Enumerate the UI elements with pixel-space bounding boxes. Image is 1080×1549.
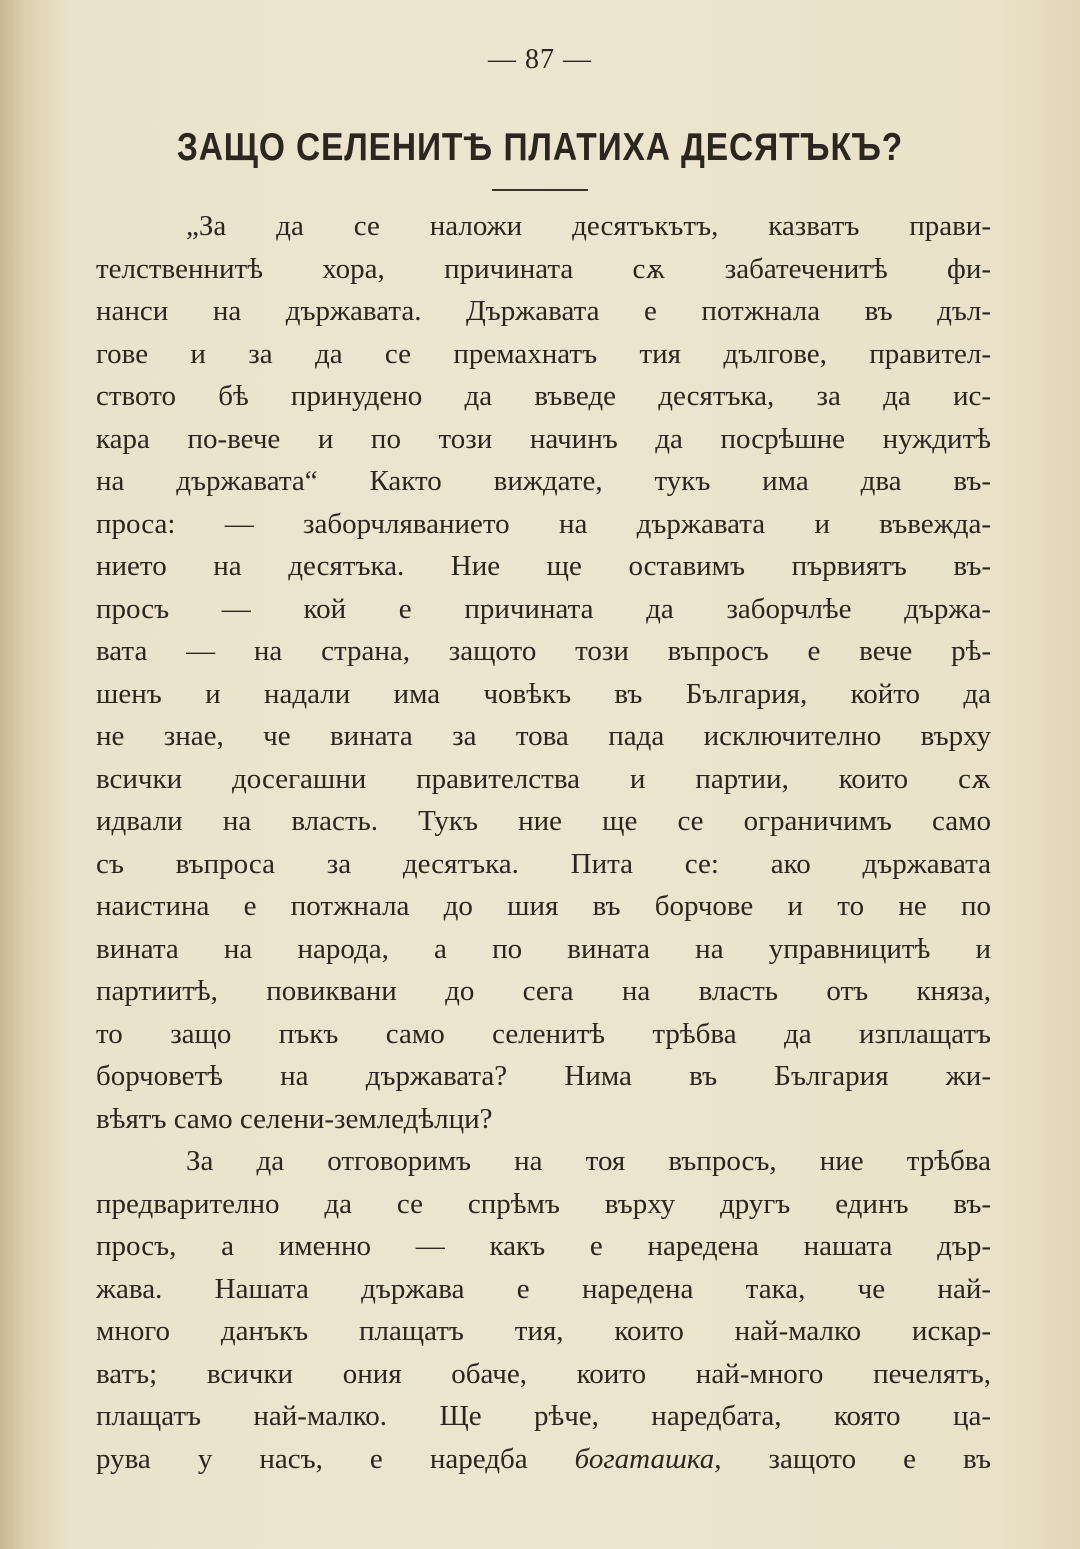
text-line: ството бѣ принудено да въведе десятъка, за да ис- (96, 380, 991, 412)
text-line: гове и за да се премахнатъ тия дългове, правител- (96, 337, 991, 370)
text-line: „За да се наложи десятъкътъ, казватъ прави- (186, 210, 991, 242)
text-line: За да отговоримъ на тоя въпросъ, ние трѣбва (186, 1145, 991, 1177)
text-line: много данъкъ плащатъ тия, които най-малко искар- (96, 1315, 991, 1347)
text-line: просъ — кой е причината да заборчлѣе държа- (96, 592, 991, 625)
body-text (96, 205, 991, 1480)
text-line: вата — на страна, защото този въпросъ е вече рѣ- (96, 635, 991, 667)
chapter-title: ЗАЩО СЕЛЕНИТѢ ПЛАТИХА ДЕСЯТЪКЪ? (176, 126, 904, 169)
text-line: не знае, че вината за това пада исключително върху (96, 720, 991, 752)
text-line: вината на народа, а по вината на управницитѣ и (96, 932, 991, 965)
text-line: просъ, а именно — какъ е наредена нашата дър- (96, 1230, 991, 1262)
text-line: вѣятъ само селени-земледѣлци? (96, 1102, 493, 1135)
text-line-final (96, 1438, 991, 1481)
text-line: идвали на власть. Тукъ ние ще се ограничимъ само (96, 805, 991, 837)
text-line: кара по-вече и по този начинъ да посрѣшне нуждитѣ (96, 422, 991, 455)
text-line: проса: — заборчляванието на държавата и въвежда- (96, 507, 991, 540)
text-segment: защото е въ (768, 1442, 991, 1475)
text-line: предварително да се спрѣмъ върху другъ единъ въ- (96, 1187, 991, 1220)
text-line: всички досегашни правителства и партии, които сѫ (96, 762, 991, 795)
text-line: съ въпроса за десятъка. Пита се: ако държавата (96, 847, 991, 880)
text-line: шенъ и надали има човѣкъ въ България, който да (96, 677, 991, 710)
text-line: то защо пъкъ само селенитѣ трѣбва да изплащатъ (96, 1017, 991, 1050)
text-line: партиитѣ, повиквани до сега на власть отъ княза, (96, 975, 991, 1007)
text-line: нанси на държавата. Държавата е потжнала въ дъл- (96, 295, 991, 327)
title-divider (492, 189, 588, 191)
text-line: борчоветѣ на държавата? Нима въ България жи- (96, 1060, 991, 1092)
text-segment: рува у насъ, е наредба (96, 1442, 528, 1475)
page-number: — 87 — (488, 44, 592, 75)
text-line: ватъ; всички ония обаче, които най-много печелятъ, (96, 1357, 991, 1390)
text-line: на държавата“ Както виждате, тукъ има два въ- (96, 465, 991, 497)
text-line: жава. Нашата държава е наредена така, че най- (96, 1272, 991, 1305)
text-line: плащатъ най-малко. Ще рѣче, наредбата, която ца- (96, 1400, 991, 1432)
text-line: нието на десятъка. Ние ще оставимъ първиятъ въ- (96, 550, 991, 582)
text-line: телственнитѣ хора, причината сѫ забатеченитѣ фи- (96, 252, 991, 285)
text-line: наистина е потжнала до шия въ борчове и то не по (96, 890, 991, 922)
emphasized-word: богаташка, (574, 1442, 722, 1475)
